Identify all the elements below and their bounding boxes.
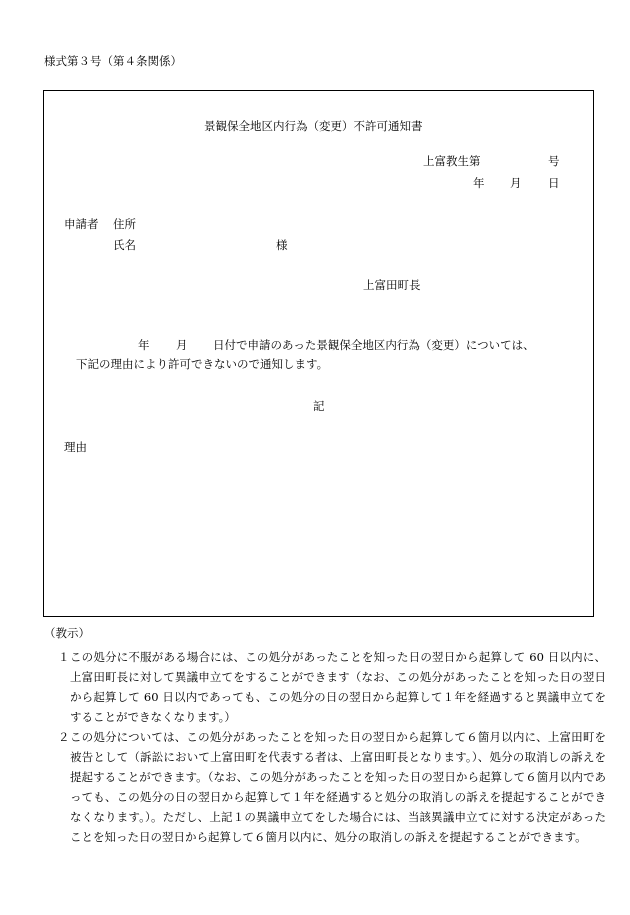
date-month-label: 月	[510, 176, 522, 190]
notice-title: 景観保全地区内行為（変更）不許可通知書	[204, 119, 423, 133]
body-year-label: 年	[138, 338, 150, 352]
instruction-item	[44, 727, 606, 847]
body-month-label: 月	[176, 338, 188, 352]
instruction-item	[44, 647, 606, 727]
body-text-line-1: 日付で申請のあった景観保全地区内行為（変更）については、	[213, 338, 535, 352]
reason-label: 理由	[64, 440, 87, 454]
instruction-number: ２	[58, 729, 70, 744]
ki-heading: 記	[313, 399, 325, 413]
name-label: 氏名	[113, 238, 136, 252]
instructions-section	[44, 628, 606, 847]
address-label: 住所	[113, 217, 136, 231]
date-day-label: 日	[548, 176, 560, 190]
notice-form-box	[43, 90, 594, 617]
instruction-text: この処分については、この処分があったことを知った日の翌日から起算して６箇月以内に、上富田町を被告として（訴訟において上富田町を代表する者は、上富田町長となります。）、処分の取消しの訴えを提起することができます。（なお、この処分があったことを知った日の翌日から起算して６箇月以内であっても、この処分の日の翌日から起算して１年を経過すると処分の取消しの訴えを提起することができなくなります。）。ただし、上記１の異議申立てをした場合には、当該異議申立てに対する決定があったことを知った日の翌日から起算して６箇月以内に、処分の取消しの訴えを提起することができます。	[70, 729, 606, 844]
instruction-text: この処分に不服がある場合には、この処分があったことを知った日の翌日から起算して 60 日以内に、上富田町長に対して異議申立てをすることができます（なお、この処分があったことを知った日の翌日から起算して 60 日以内であっても、この処分の日の翌日から起算して１年を経過すると異議申立てをすることができなくなります。）	[70, 649, 606, 724]
body-text-line-2: 下記の理由により許可できないので通知します。	[76, 357, 329, 371]
form-number-label: 様式第３号（第４条関係）	[44, 54, 182, 68]
issuer-name: 上富田町長	[363, 278, 421, 292]
honorific-label: 様	[276, 238, 288, 252]
date-year-label: 年	[473, 176, 485, 190]
instructions-heading: （教示）	[44, 626, 90, 640]
document-number-suffix: 号	[548, 154, 560, 168]
applicant-label: 申請者	[64, 217, 99, 231]
document-number-prefix: 上富教生第	[423, 154, 481, 168]
instruction-number: １	[58, 649, 70, 664]
